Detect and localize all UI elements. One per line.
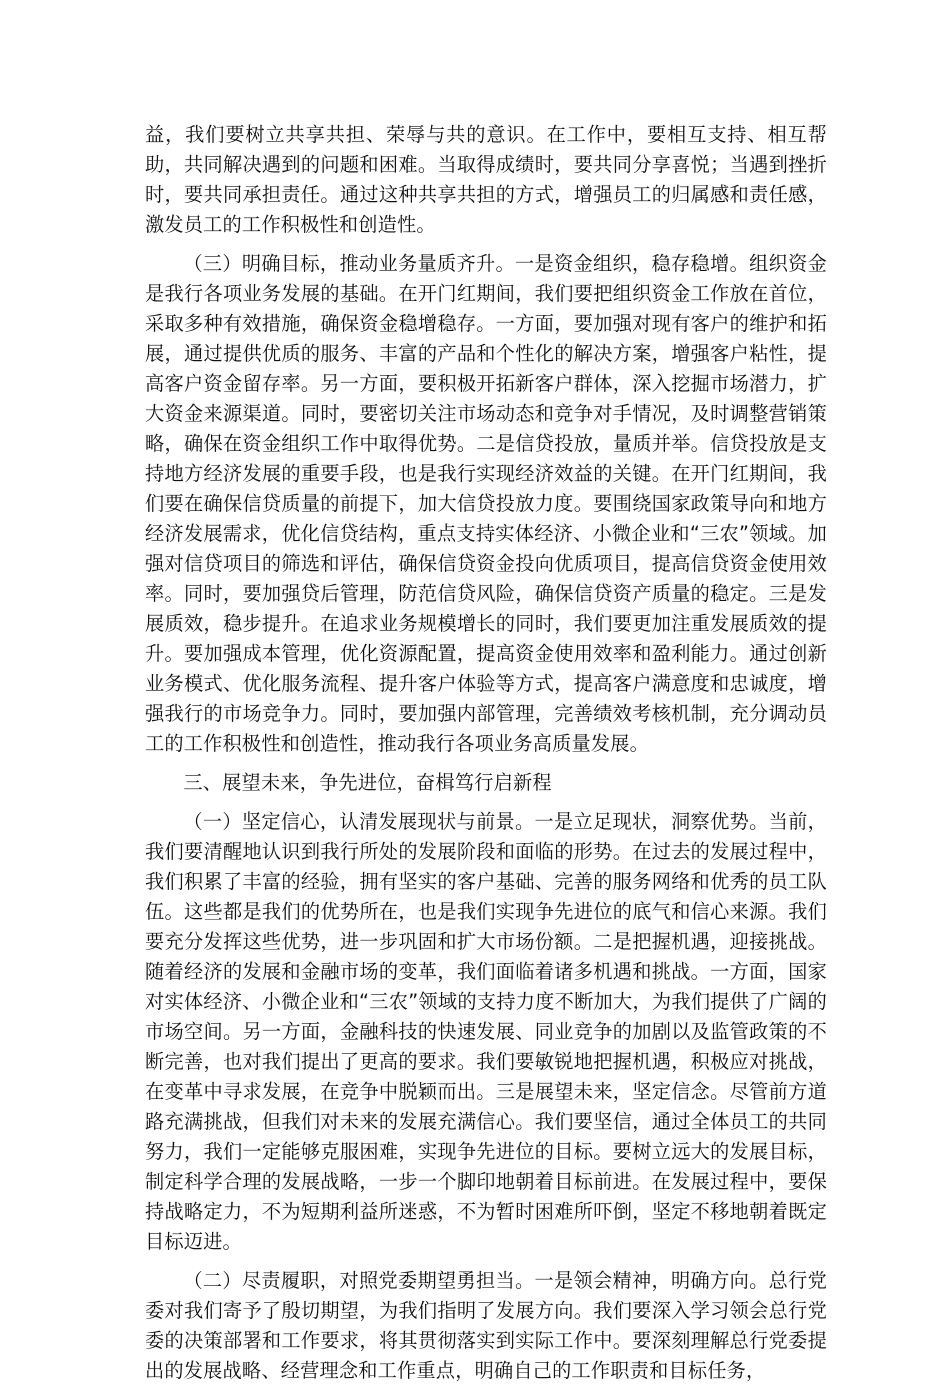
paragraph-subsection-one-confidence: （一）坚定信心，认清发展现状与前景。一是立足现状，洞察优势。当前，我们要清醒地认识到我行所处的发展阶段和面临的形势。在过去的发展过程中，我们积累了丰富的经验，拥有坚实的客户基础、完善的服务网络和优秀的员工队伍。这些都是我们的优势所在，也是我们实现争先进位的底气和信心来源。我们要充分发挥这些优势，进一步巩固和扩大市场份额。二是把握机遇，迎接挑战。随着经济的发展和金融市场的变革，我们面临着诸多机遇和挑战。一方面，国家对实体经济、小微企业和“三农”领域的支持力度不断加大，为我们提供了广阔的市场空间。另一方面，金融科技的快速发展、同业竞争的加剧以及监管政策的不断完善，也对我们提出了更高的要求。我们要敏锐地把握机遇，积极应对挑战，在变革中寻求发展，在竞争中脱颖而出。三是展望未来，坚定信念。尽管前方道路充满挑战，但我们对未来的发展充满信心。我们要坚信，通过全体员工的共同努力，我们一定能够克服困难，实现争先进位的目标。要树立远大的发展目标，制定科学合理的发展战略，一步一个脚印地朝着目标前进。在发展过程中，要保持战略定力，不为短期利益所迷惑，不为暂时困难所吓倒，坚定不移地朝着既定目标迈进。 <box>145 810 827 1253</box>
paragraph-continuation: 益，我们要树立共享共担、荣辱与共的意识。在工作中，要相互支持、相互帮助，共同解决遇到的问题和困难。当取得成绩时，要共同分享喜悦；当遇到挫折时，要共同承担责任。通过这种共享共担的方式，增强员工的归属感和责任感，激发员工的工作积极性和创造性。 <box>145 123 827 236</box>
paragraph-section-three-goals: （三）明确目标，推动业务量质齐升。一是资金组织，稳存稳增。组织资金是我行各项业务发展的基础。在开门红期间，我们要把组织资金工作放在首位，采取多种有效措施，确保资金稳增稳存。一方面，要加强对现有客户的维护和拓展，通过提供优质的服务、丰富的产品和个性化的解决方案，增强客户粘性，提高客户资金留存率。另一方面，要积极开拓新客户群体，深入挖掘市场潜力，扩大资金来源渠道。同时，要密切关注市场动态和竞争对手情况，及时调整营销策略，确保在资金组织工作中取得优势。二是信贷投放，量质并举。信贷投放是支持地方经济发展的重要手段，也是我行实现经济效益的关键。在开门红期间，我们要在确保信贷质量的前提下，加大信贷投放力度。要围绕国家政策导向和地方经济发展需求，优化信贷结构，重点支持实体经济、小微企业和“三农”领域。加强对信贷项目的筛选和评估，确保信贷资金投向优质项目，提高信贷资金使用效率。同时，要加强贷后管理，防范信贷风险，确保信贷资产质量的稳定。三是发展质效，稳步提升。在追求业务规模增长的同时，我们要更加注重发展质效的提升。要加强成本管理，优化资源配置，提高资金使用效率和盈利能力。通过创新业务模式、优化服务流程、提升客户体验等方式，提高客户满意度和忠诚度，增强我行的市场竞争力。同时，要加强内部管理，完善绩效考核机制，充分调动员工的工作积极性和创造性，推动我行各项业务高质量发展。 <box>145 252 827 755</box>
paragraph-subsection-two-responsibility: （二）尽责履职，对照党委期望勇担当。一是领会精神，明确方向。总行党委对我们寄予了殷切期望，为我们指明了发展方向。我们要深入学习领会总行党委的决策部署和工作要求，将其贯彻落实到实际工作中。要深刻理解总行党委提出的发展战略、经营理念和工作重点，明确自己的工作职责和目标任务， <box>145 1269 827 1382</box>
section-heading-three: 三、展望未来，争先进位，奋楫笃行启新程 <box>183 771 552 794</box>
document-page <box>145 120 827 1395</box>
